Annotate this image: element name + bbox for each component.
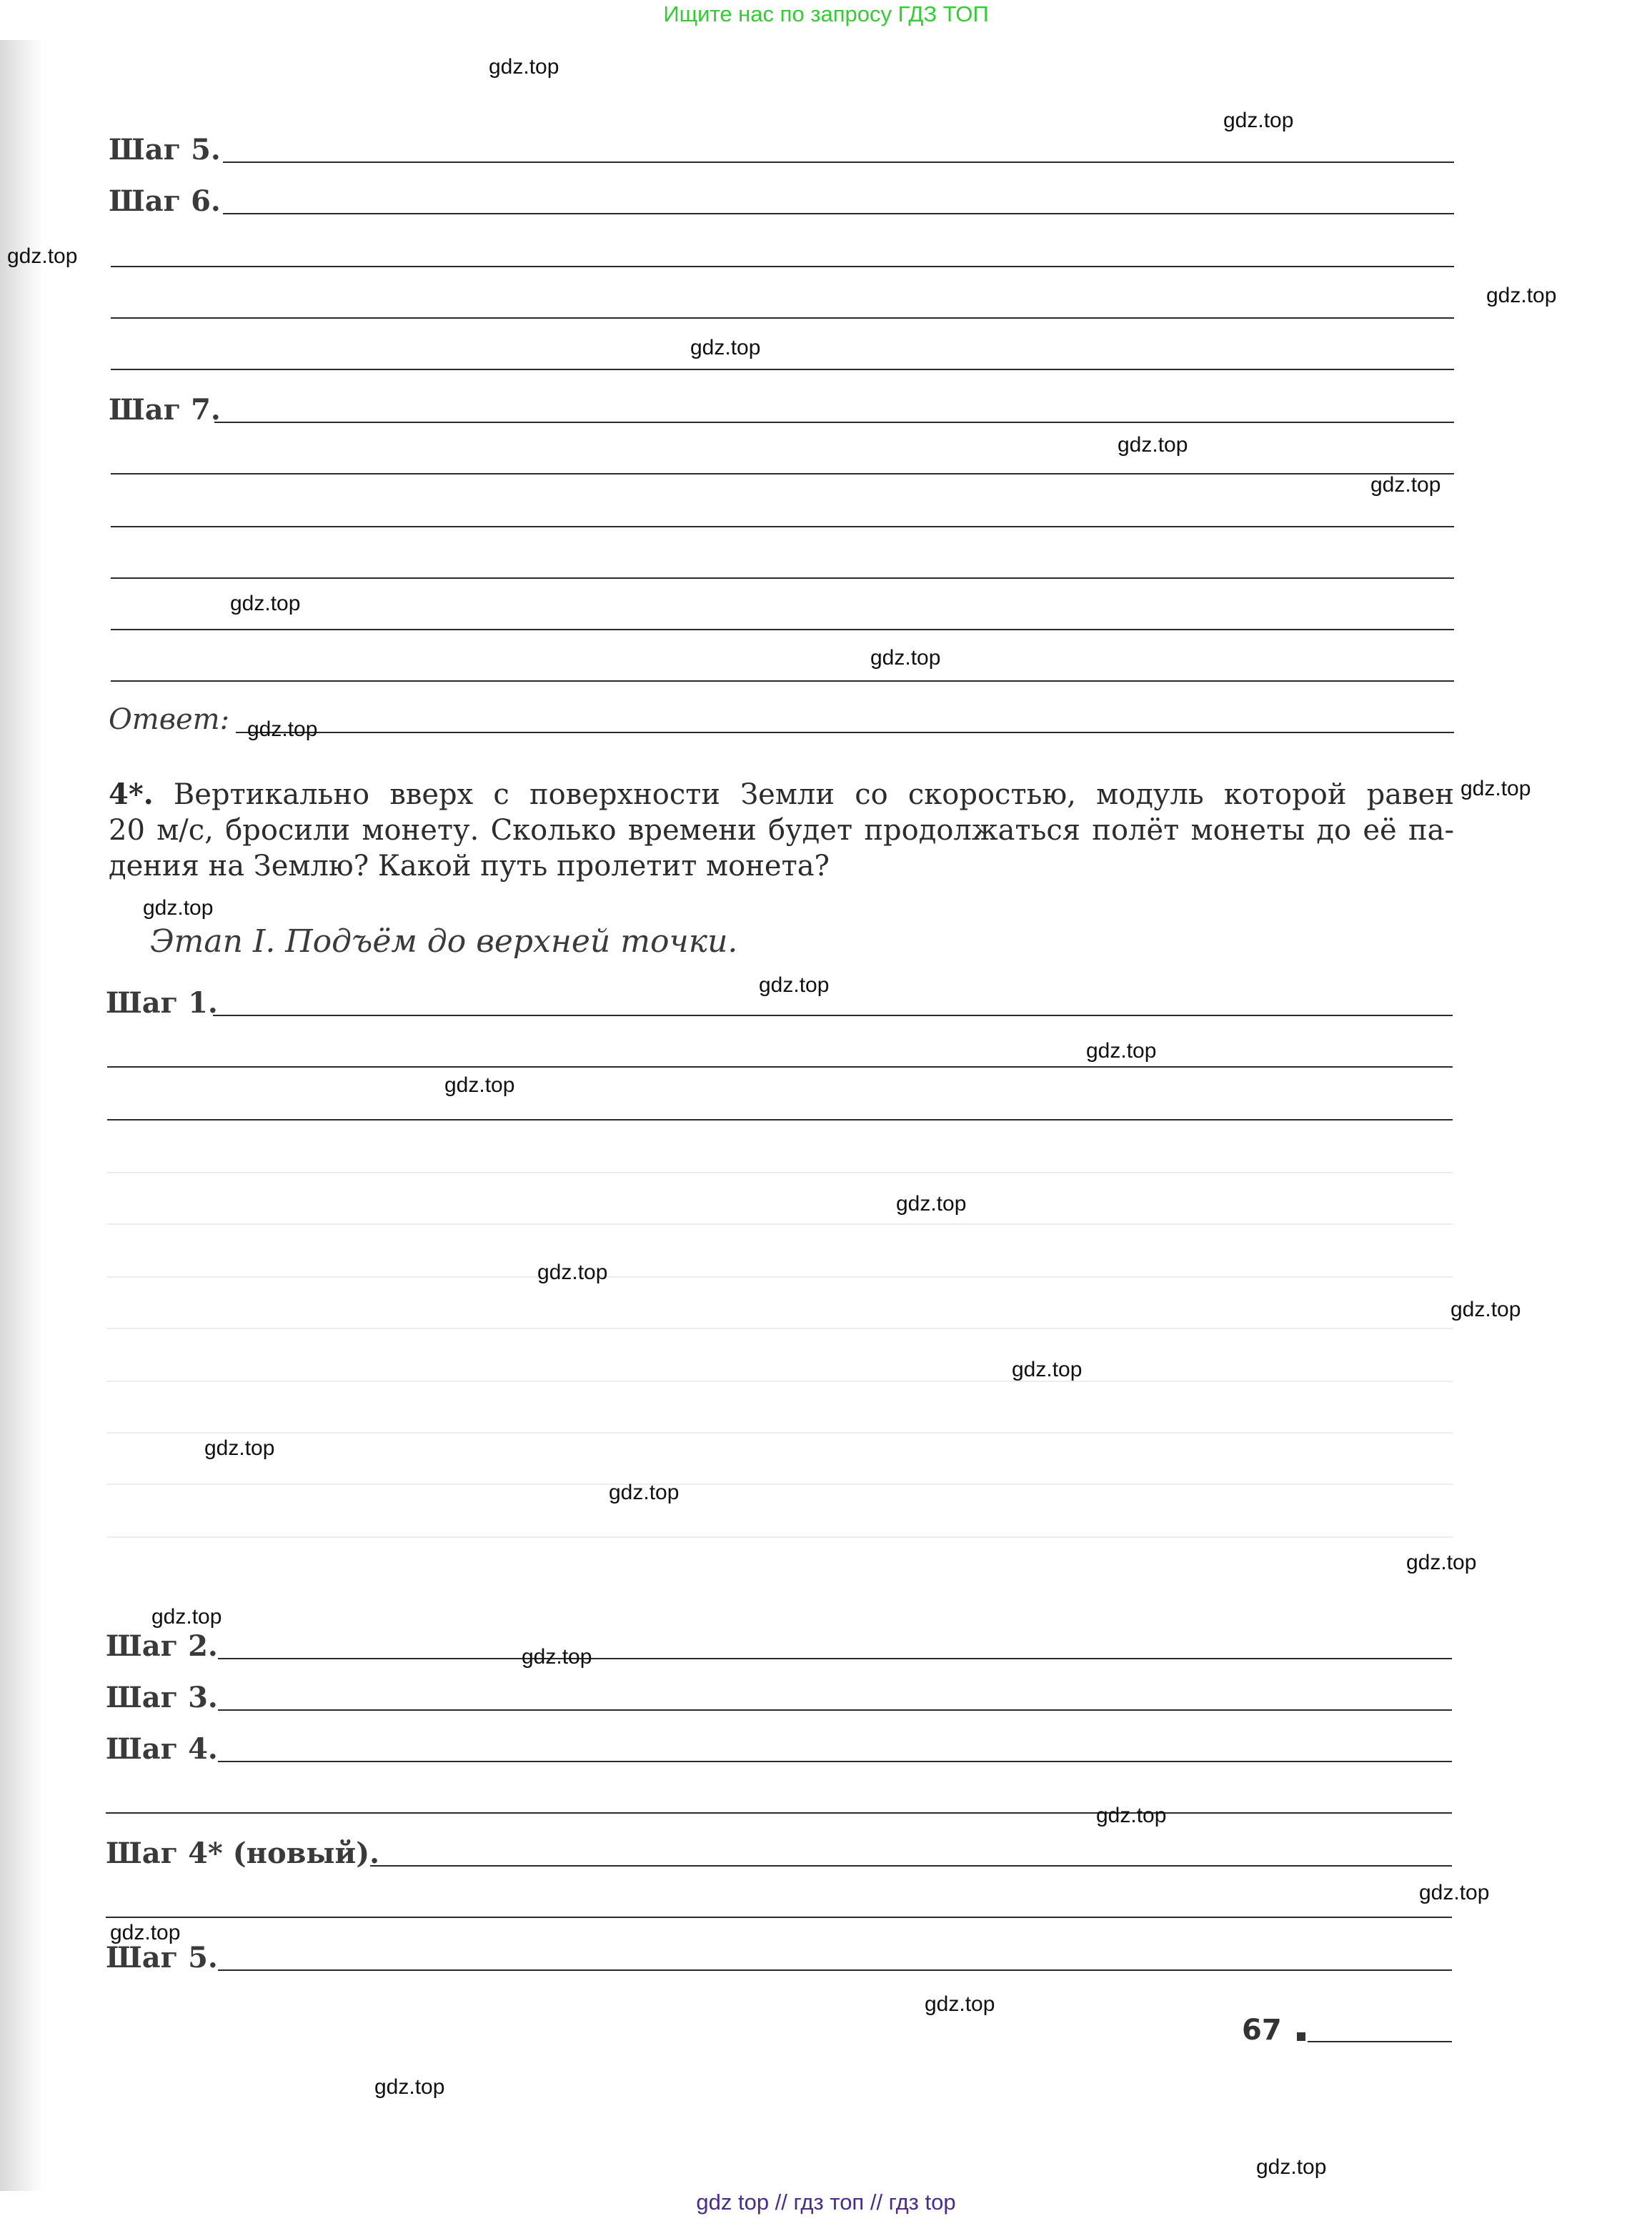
answer-line xyxy=(370,1865,1452,1867)
answer-line xyxy=(218,1709,1452,1711)
answer-line xyxy=(111,369,1454,370)
watermark: gdz.top xyxy=(1223,109,1294,132)
show-through-line xyxy=(107,1328,1453,1329)
watermark: gdz.top xyxy=(1118,433,1188,457)
watermark: gdz.top xyxy=(609,1481,680,1504)
answer-line xyxy=(107,1066,1453,1068)
answer-line xyxy=(111,680,1454,682)
show-through-line xyxy=(107,1172,1453,1173)
answer-line xyxy=(218,1761,1452,1762)
stage-title: Этап I. Подъём до верхней точки. xyxy=(150,923,738,960)
step-2-label: Шаг 2. xyxy=(106,1629,218,1663)
watermark: gdz.top xyxy=(1086,1039,1157,1063)
top-banner[interactable]: Ищите нас по запросу ГДЗ ТОП xyxy=(663,1,989,26)
watermark: gdz.top xyxy=(247,717,318,741)
watermark: gdz.top xyxy=(151,1605,222,1629)
step-4-label: Шаг 4. xyxy=(106,1732,218,1766)
answer-line xyxy=(236,732,1454,733)
show-through-line xyxy=(107,1276,1453,1278)
watermark: gdz.top xyxy=(896,1192,967,1216)
step-4-new-label: Шаг 4* (новый). xyxy=(106,1837,380,1870)
show-through-line xyxy=(107,1536,1453,1538)
answer-label: Ответ: xyxy=(109,703,230,736)
answer-line xyxy=(213,1015,1453,1016)
watermark: gdz.top xyxy=(537,1261,608,1284)
step-5-label-lower: Шаг 5. xyxy=(106,1941,218,1974)
answer-line xyxy=(111,629,1454,630)
answer-line xyxy=(106,1917,1452,1918)
answer-line xyxy=(214,422,1454,423)
watermark: gdz.top xyxy=(522,1645,592,1669)
answer-line xyxy=(106,1812,1452,1814)
answer-line xyxy=(111,577,1454,579)
watermark: gdz.top xyxy=(1096,1804,1167,1827)
step-3-label: Шаг 3. xyxy=(106,1681,218,1714)
watermark: gdz.top xyxy=(1256,2155,1327,2179)
step-6-label: Шаг 6. xyxy=(109,184,221,218)
watermark: gdz.top xyxy=(1451,1298,1521,1321)
show-through-line xyxy=(107,1484,1453,1485)
page-number-rule xyxy=(1308,2041,1452,2042)
step-7-label: Шаг 7. xyxy=(109,393,221,427)
task-4-line-1: 4*. Вертикально вверх с поверхности Земли со скоростью, модуль которой равен xyxy=(109,777,1454,811)
page-binding-shadow xyxy=(0,40,43,2191)
watermark: gdz.top xyxy=(1370,473,1441,497)
watermark: gdz.top xyxy=(143,896,214,920)
watermark: gdz.top xyxy=(110,1921,181,1944)
watermark: gdz.top xyxy=(1012,1358,1083,1381)
show-through-line xyxy=(107,1432,1453,1434)
show-through-line xyxy=(107,1223,1453,1225)
answer-line xyxy=(111,473,1454,474)
bottom-banner[interactable]: gdz top // гдз топ // гдз top xyxy=(696,2190,956,2215)
page-number-marker xyxy=(1297,2032,1305,2041)
answer-line xyxy=(218,1969,1452,1971)
watermark: gdz.top xyxy=(925,1992,995,2016)
watermark: gdz.top xyxy=(1419,1881,1490,1904)
answer-line xyxy=(107,1119,1453,1121)
watermark: gdz.top xyxy=(444,1073,515,1097)
show-through-line xyxy=(107,1381,1453,1382)
watermark: gdz.top xyxy=(7,244,78,268)
task-number: 4*. xyxy=(109,777,154,811)
watermark: gdz.top xyxy=(1406,1551,1477,1574)
watermark: gdz.top xyxy=(489,55,559,79)
watermark: gdz.top xyxy=(374,2075,445,2099)
step-5-label: Шаг 5. xyxy=(109,133,221,167)
page-number: 67 xyxy=(1242,2014,1282,2047)
watermark: gdz.top xyxy=(1461,777,1531,800)
answer-line xyxy=(223,213,1454,214)
answer-line xyxy=(111,526,1454,527)
watermark: gdz.top xyxy=(230,592,301,615)
answer-line xyxy=(111,266,1454,267)
answer-line xyxy=(218,1658,1452,1659)
watermark: gdz.top xyxy=(204,1436,275,1460)
task-4-line-3: дения на Землю? Какой путь пролетит монета? xyxy=(109,850,830,883)
step-1-label: Шаг 1. xyxy=(106,986,218,1020)
watermark: gdz.top xyxy=(759,973,830,997)
answer-line xyxy=(223,162,1454,163)
task-4-line-2: 20 м/с, бросили монету. Сколько времени будет продолжаться полёт монеты до её па- xyxy=(109,814,1454,847)
watermark: gdz.top xyxy=(1486,284,1557,307)
watermark: gdz.top xyxy=(690,336,761,359)
task-4-text xyxy=(109,777,1454,884)
watermark: gdz.top xyxy=(870,646,941,670)
answer-line xyxy=(111,317,1454,319)
